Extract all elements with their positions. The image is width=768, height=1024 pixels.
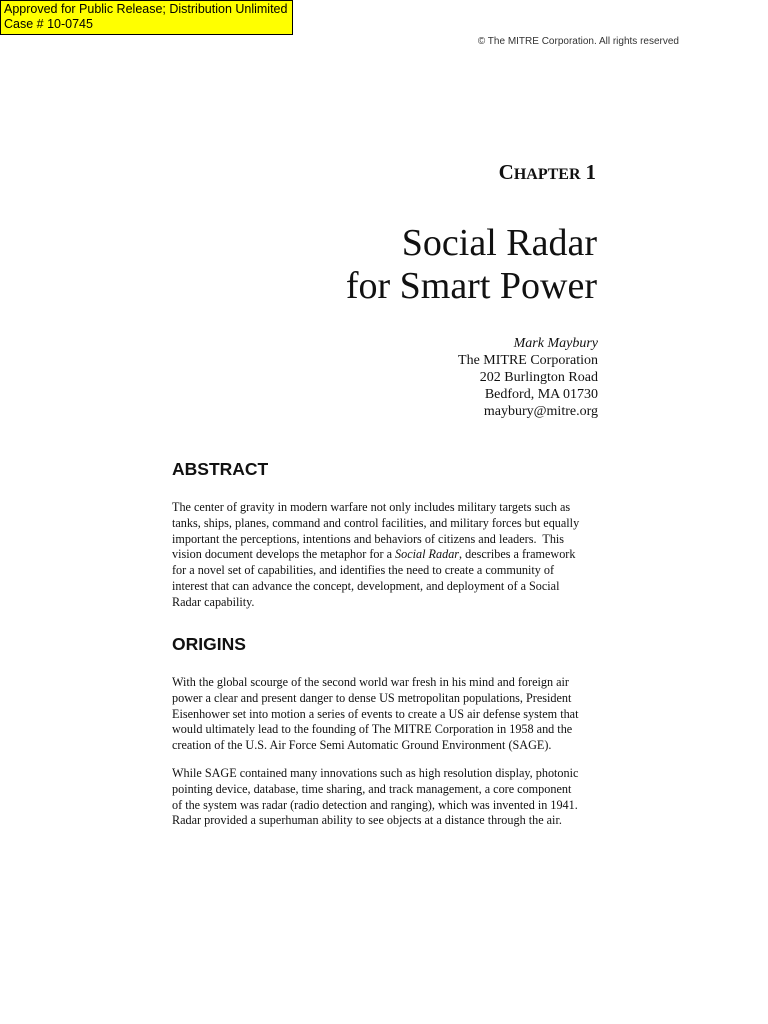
origins-heading: ORIGINS: [172, 634, 246, 654]
author-organization: The MITRE Corporation: [458, 353, 598, 368]
abstract-line: for a novel set of capabilities, and identifies the need to create a community of: [172, 563, 555, 578]
abstract-line-text: vision document develops the metaphor for a: [172, 547, 396, 562]
release-notice-box: [0, 0, 293, 35]
origins-line: pointing device, database, time sharing, and track management, a core component: [172, 781, 572, 796]
origins-paragraph: [172, 675, 578, 754]
origins-line: creation of the U.S. Air Force Semi Automatic Ground Environment (SAGE).: [172, 738, 552, 753]
abstract-line-text: , describes a framework: [459, 547, 576, 562]
origins-line: of the system was radar (radio detection and ranging), which was invented in 1941.: [172, 797, 578, 812]
origins-line: With the global scourge of the second world war fresh in his mind and foreign air: [172, 675, 569, 689]
author-street: 202 Burlington Road: [479, 370, 598, 385]
abstract-line: [172, 547, 579, 563]
abstract-emphasis: Social Radar: [395, 547, 460, 562]
title-line: Social Radar: [401, 222, 597, 264]
author-name: Mark Maybury: [513, 336, 598, 351]
author-block: [458, 335, 598, 420]
release-notice-line: Approved for Public Release; Distribution Unlimited: [4, 2, 288, 16]
abstract-line: interest that can advance the concept, development, and deployment of a Social: [172, 578, 560, 593]
chapter-number: 1: [585, 160, 596, 184]
abstract-line: Radar capability.: [172, 594, 255, 609]
author-city: Bedford, MA 01730: [484, 387, 598, 402]
copyright-notice: © The MITRE Corporation. All rights reserved: [477, 36, 679, 47]
chapter-title: [346, 222, 597, 308]
author-email: maybury@mitre.org: [483, 404, 598, 419]
abstract-line: The center of gravity in modern warfare not only includes military targets such as: [172, 500, 571, 514]
title-line: for Smart Power: [345, 265, 597, 307]
origins-line: Eisenhower set into motion a series of events to create a US air defense system that: [172, 706, 579, 721]
abstract-heading: ABSTRACT: [172, 459, 269, 479]
origins-line: power a clear and present danger to dense US metropolitan populations, President: [172, 690, 572, 705]
abstract-line: tanks, ships, planes, command and control facilities, and military forces but equally: [172, 515, 580, 530]
chapter-heading: [499, 160, 596, 187]
origins-line: While SAGE contained many innovations such as high resolution display, photonic: [172, 766, 579, 780]
origins-paragraph: [172, 766, 578, 829]
case-number: Case # 10-0745: [4, 17, 93, 31]
chapter-label: CHAPTER: [498, 160, 581, 184]
origins-line: would ultimately lead to the founding of The MITRE Corporation in 1958 and the: [172, 722, 573, 737]
abstract-line: important the perceptions, intentions and behaviors of citizens and leaders. This: [172, 531, 565, 546]
origins-line: Radar provided a superhuman ability to see objects at a distance through the air.: [172, 813, 562, 828]
abstract-paragraph: [172, 500, 579, 611]
